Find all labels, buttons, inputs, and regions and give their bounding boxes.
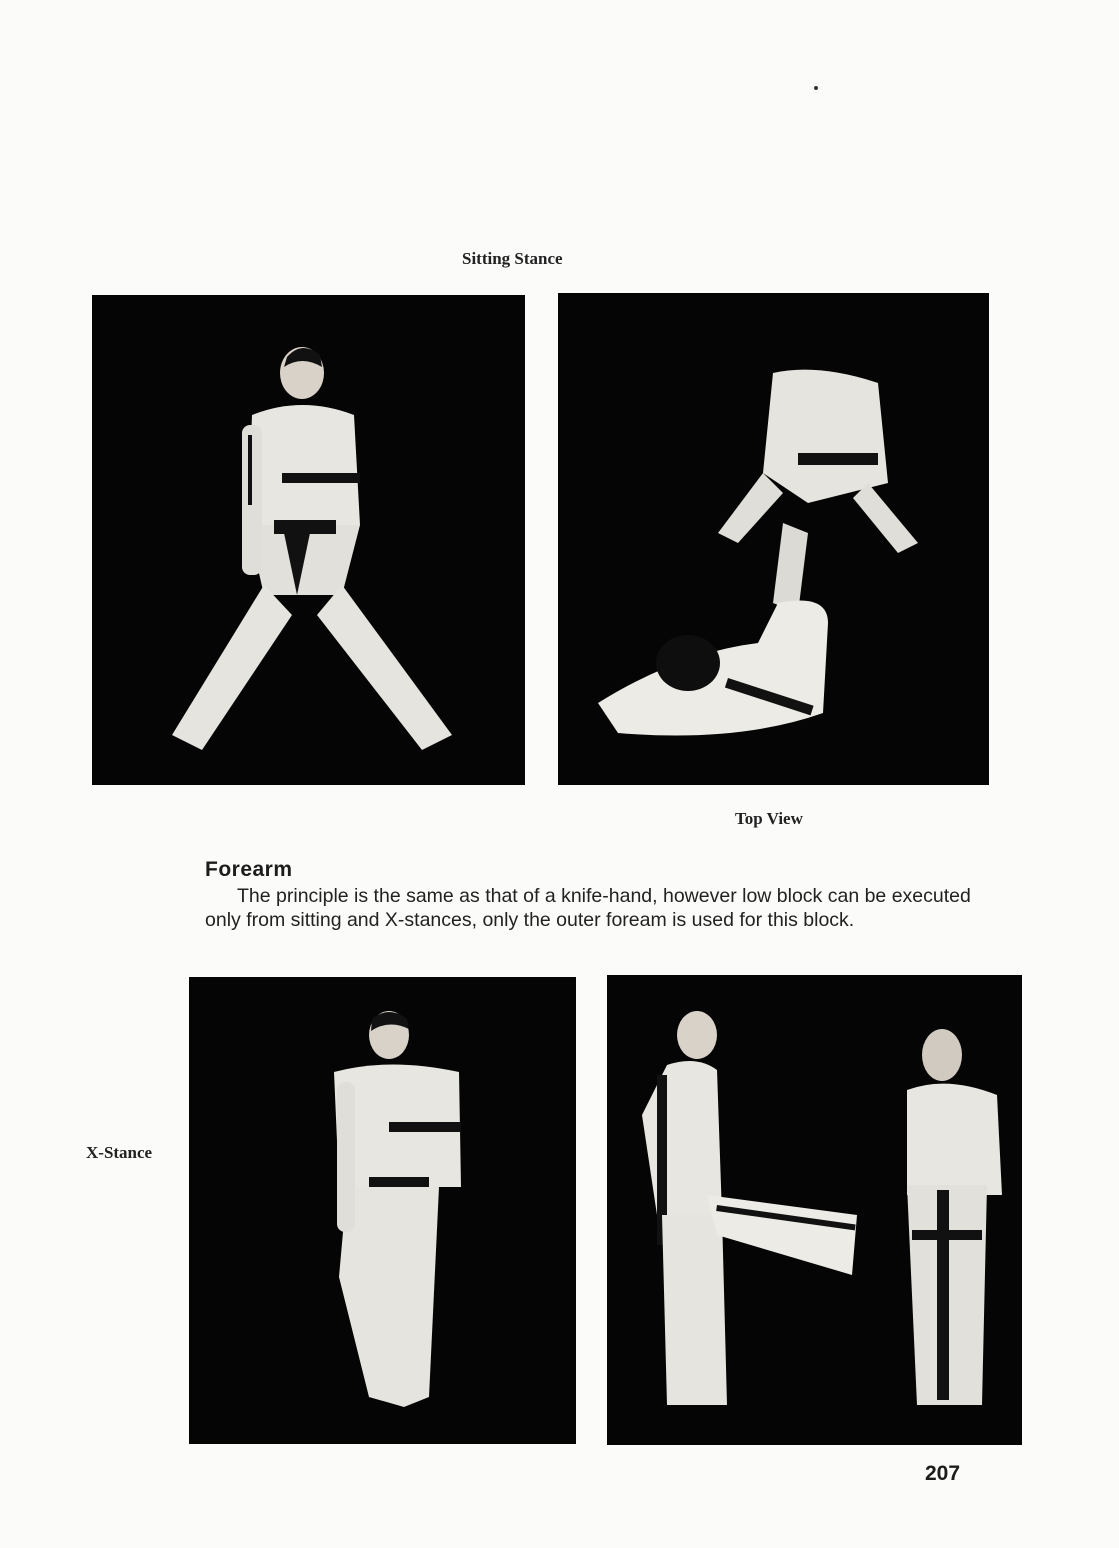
photo-sitting-stance-front xyxy=(92,295,525,785)
photo-forearm-low-block xyxy=(607,975,1022,1445)
section-heading: Forearm xyxy=(205,858,293,881)
page-number: 207 xyxy=(925,1462,961,1485)
section-body xyxy=(205,884,995,932)
caption-top-view: Top View xyxy=(735,809,803,828)
speck-mark xyxy=(814,86,818,90)
caption-x-stance: X-Stance xyxy=(86,1143,153,1162)
photo-x-stance xyxy=(189,977,576,1444)
photo-sitting-stance-top-view xyxy=(558,293,989,785)
caption-sitting-stance: Sitting Stance xyxy=(462,249,563,268)
section-body-text: The principle is the same as that of a knife-hand, however low block can be executed only from sitting and X-stances, only the outer foream is used for this block. xyxy=(205,885,971,931)
